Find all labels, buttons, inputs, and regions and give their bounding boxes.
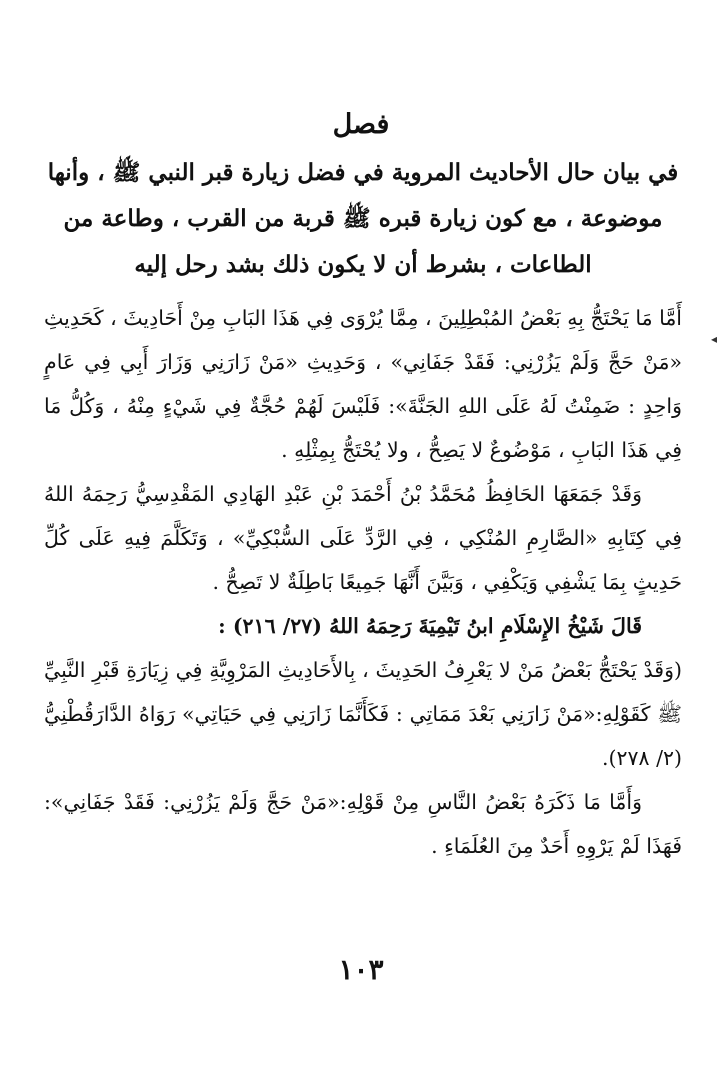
- paragraph-1: أَمَّا مَا يَحْتَجُّ بِهِ بَعْضُ المُبْطِلِينَ ، مِمَّا يُرْوَى فِي هَذَا البَابِ مِنْ أَحَادِيثَ ، كَحَدِيثِ «مَنْ حَجَّ وَلَمْ يَزُرْنِي: فَقَدْ جَفَانِي» ، وَحَدِيثِ «مَنْ زَارَنِي وَزَارَ أَبِي فِي عَامٍ وَاحِدٍ : ضَمِنْتُ لَهُ عَلَى اللهِ الجَنَّةَ»: فَلَيْسَ لَهُمْ حُجَّةٌ فِي شَيْءٍ مِنْهُ ، وَكُلُّ مَا فِي هَذَا البَابِ ، مَوْضُوعٌ لا يَصِحُّ ، ولا يُحْتَجُّ بِمِثْلِهِ .: [44, 306, 682, 462]
- paragraph-4: وَأَمَّا مَا ذَكَرَهُ بَعْضُ النَّاسِ مِنْ قَوْلِهِ:«مَنْ حَجَّ وَلَمْ يَزُرْنِي: فَقَدْ جَفَانِي»: فَهَذَا لَمْ يَرْوِهِ أَحَدٌ مِنَ العُلَمَاءِ .: [44, 790, 682, 858]
- chapter-title: في بيان حال الأحاديث المروية في فضل زيارة قبر النبي ﷺ ، وأنها موضوعة ، مع كون زيارة قبره ﷺ قربة من القرب ، وطاعة من الطاعات ، بشرط أن لا يكون ذلك بشد رحل إليه: [47, 159, 679, 278]
- body-text: [44, 296, 682, 868]
- page-number: ١٠٣: [338, 953, 384, 986]
- paragraph-3: (وَقَدْ يَحْتَجُّ بَعْضُ مَنْ لا يَعْرِفُ الحَدِيثَ ، بِالأَحَادِيثِ المَرْوِيَّةِ فِي زِيَارَةِ قَبْرِ النَّبِيِّ ﷺ كَقَوْلِهِ:«مَنْ زَارَنِي بَعْدَ مَمَاتِي : فَكَأَنَّمَا زَارَنِي فِي حَيَاتِي» رَوَاهُ الدَّارَقُطْنِيُّ (٢/ ٢٧٨).: [44, 658, 682, 770]
- paragraph-2: وَقَدْ جَمَعَهَا الحَافِظُ مُحَمَّدُ بْنُ أَحْمَدَ بْنِ عَبْدِ الهَادِي المَقْدِسِيُّ رَحِمَهُ اللهُ فِي كِتَابِهِ «الصَّارِمِ المُنْكِي ، فِي الرَّدِّ عَلَى السُّبْكِيِّ» ، وَتَكَلَّمَ فِيهِ عَلَى كُلِّ حَدِيثٍ بِمَا يَشْفِي وَيَكْفِي ، وَبَيَّنَ أَنَّهَا جَمِيعًا بَاطِلَةٌ لا تَصِحُّ .: [44, 482, 682, 594]
- section-heading: فصل: [332, 109, 390, 140]
- margin-mark: ◂: [711, 332, 718, 346]
- quote-intro: قَالَ شَيْخُ الإِسْلَامِ ابنُ تَيْمِيَةَ رَحِمَهُ اللهُ (٢٧/ ٢١٦) :: [218, 614, 642, 638]
